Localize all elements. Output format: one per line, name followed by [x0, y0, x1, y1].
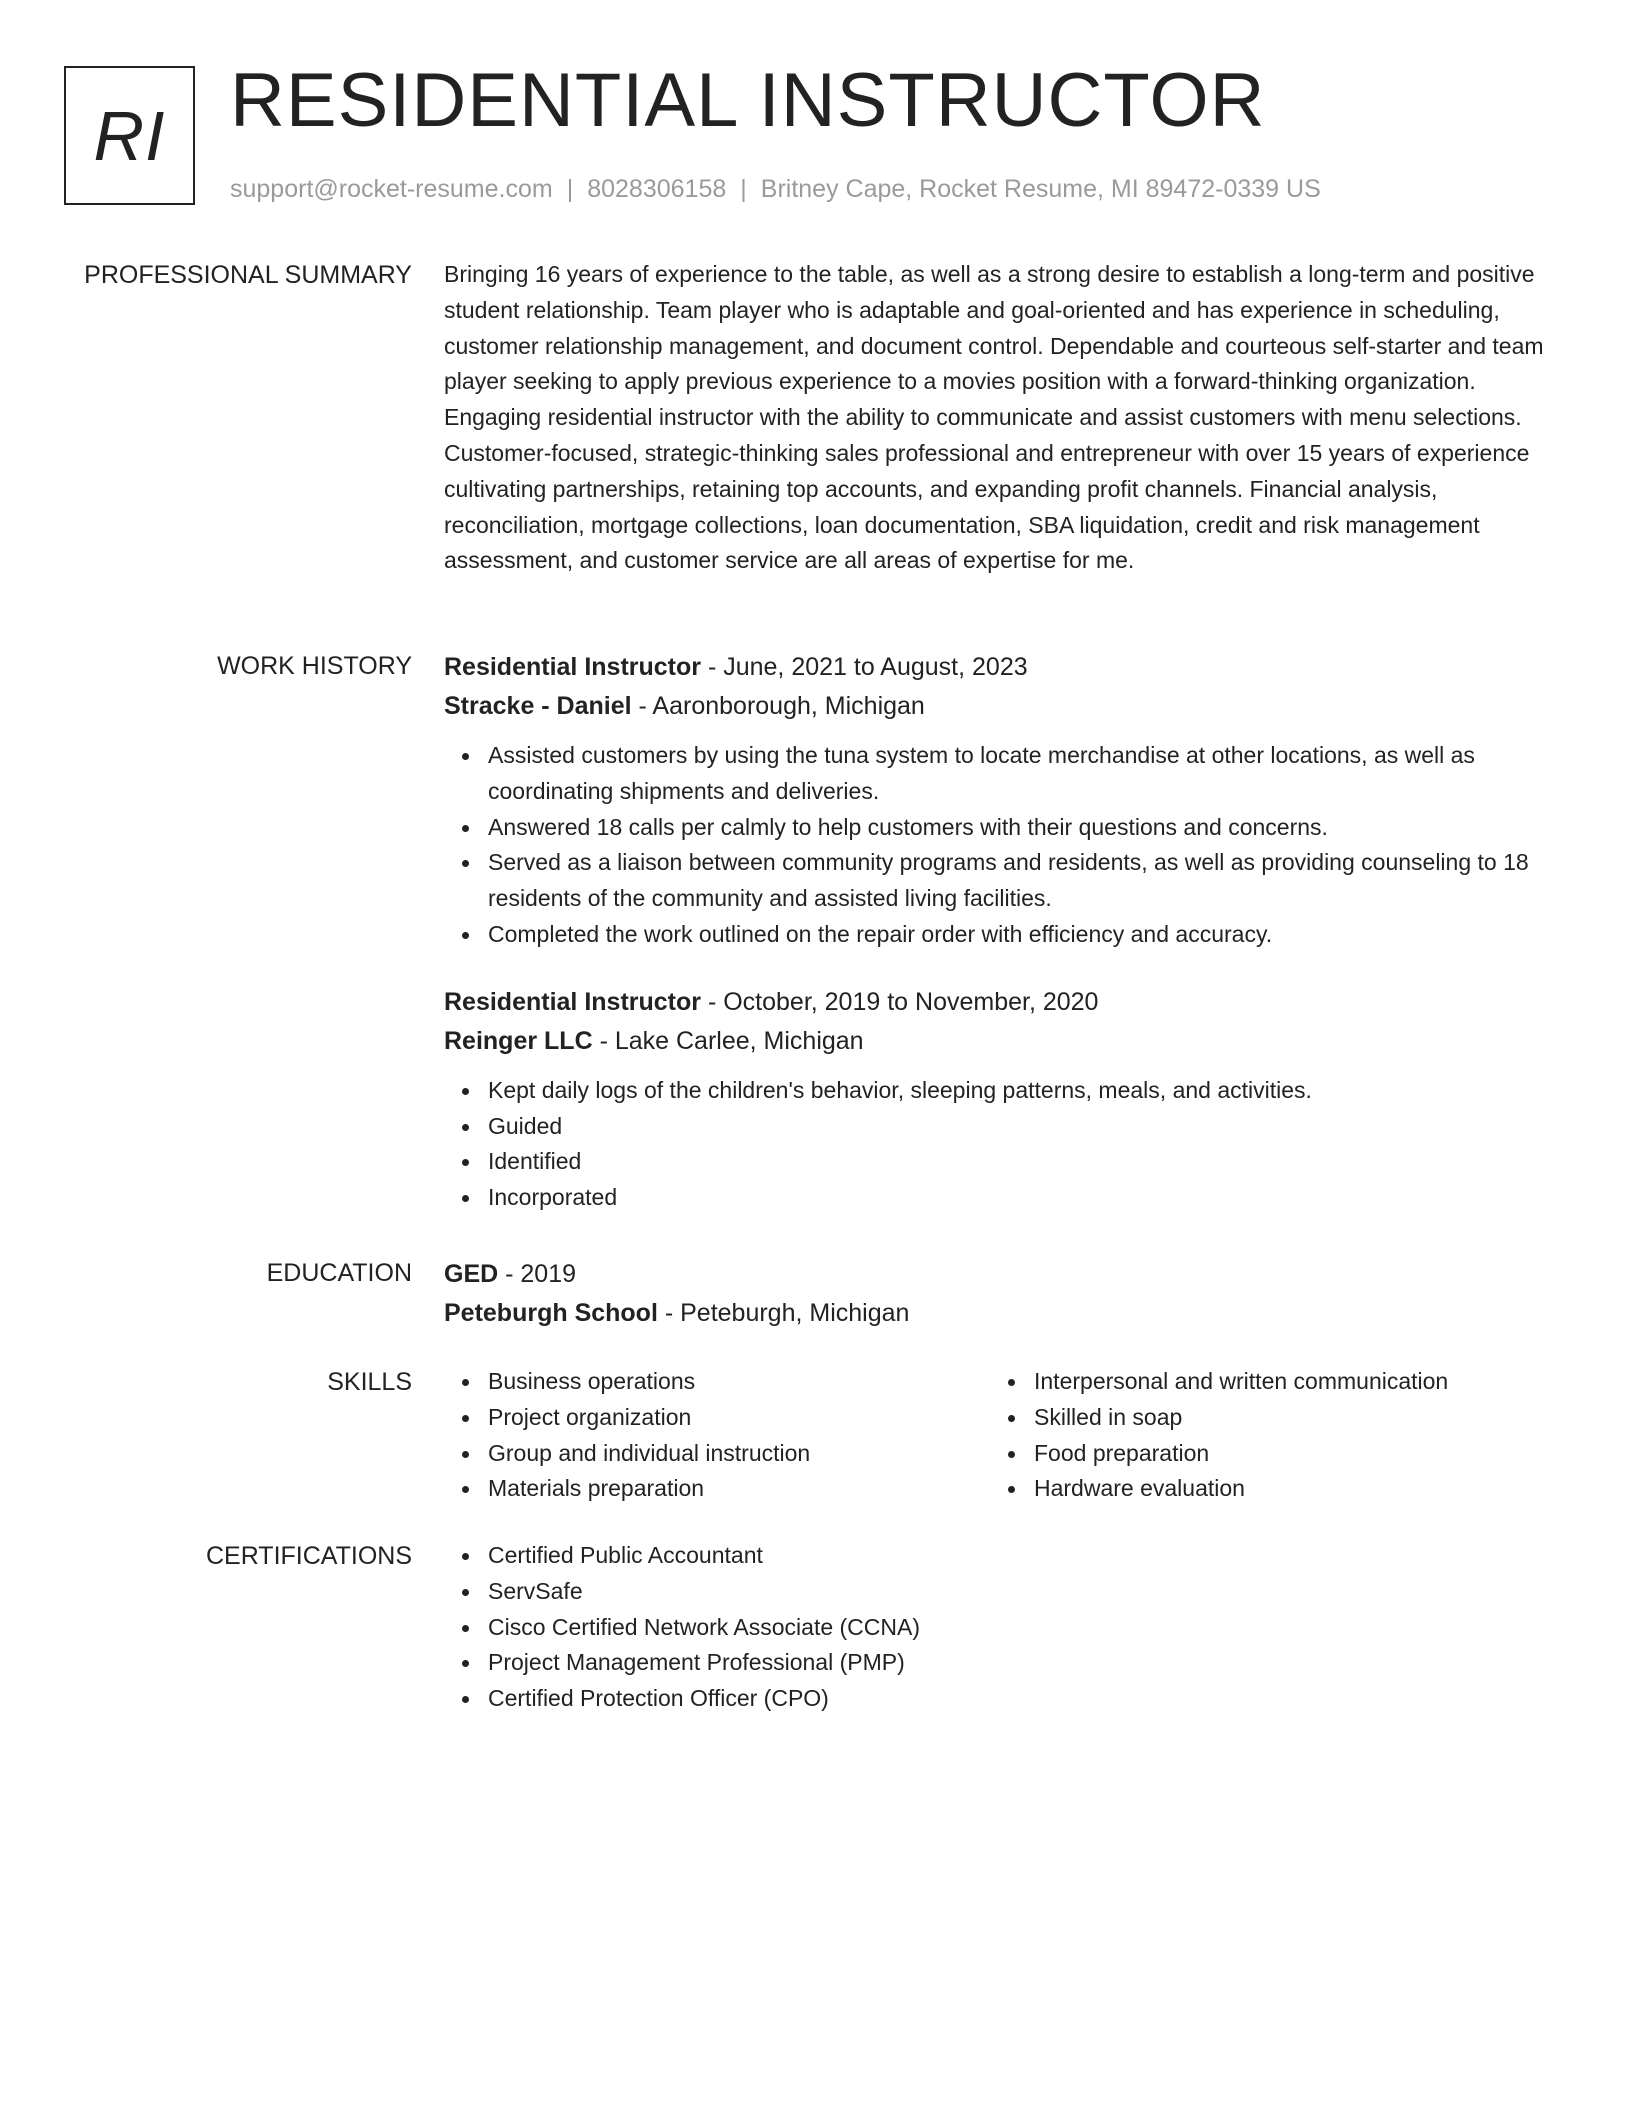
job-company: Reinger LLC	[444, 1026, 593, 1055]
monogram-logo: RI	[64, 66, 195, 205]
education-degree-line	[444, 1255, 1556, 1294]
job-bullet: Guided	[488, 1109, 1556, 1145]
certifications-list	[444, 1538, 1556, 1717]
section-label-skills: SKILLS	[327, 1368, 412, 1396]
contact-email: support@rocket-resume.com	[230, 175, 553, 203]
job-location: - Aaronborough, Michigan	[631, 692, 925, 720]
skills-column-2	[990, 1364, 1536, 1507]
certification-item: Certified Public Accountant	[488, 1538, 1556, 1574]
job-dates: - June, 2021 to August, 2023	[701, 653, 1028, 681]
job-company-line	[444, 1022, 1556, 1061]
summary-body	[444, 257, 1556, 579]
skill-item: Materials preparation	[488, 1471, 990, 1507]
job-bullet: Incorporated	[488, 1180, 1556, 1216]
page-title: RESIDENTIAL INSTRUCTOR	[230, 58, 1266, 143]
job-bullet: Completed the work outlined on the repair order with efficiency and accuracy.	[488, 917, 1556, 953]
skill-item: Group and individual instruction	[488, 1436, 990, 1472]
skill-item: Business operations	[488, 1364, 990, 1400]
job-company: Stracke - Daniel	[444, 692, 632, 720]
skill-item: Project organization	[488, 1400, 990, 1436]
job-bullet: Served as a liaison between community programs and residents, as well as providing counseling to 18 residents of the community and assisted living facilities.	[488, 845, 1556, 917]
section-label-education: EDUCATION	[266, 1259, 412, 1287]
certification-item: Certified Protection Officer (CPO)	[488, 1681, 1556, 1717]
job-title: Residential Instructor	[444, 987, 701, 1016]
skill-item: Skilled in soap	[1034, 1400, 1536, 1436]
certification-item: Project Management Professional (PMP)	[488, 1645, 1556, 1681]
skills-column-1	[444, 1364, 990, 1507]
skills-body	[444, 1364, 1556, 1507]
contact-line	[230, 172, 1321, 206]
certification-item: ServSafe	[488, 1574, 1556, 1610]
section-label-summary: PROFESSIONAL SUMMARY	[84, 261, 412, 289]
contact-separator: |	[740, 175, 747, 203]
education-body	[444, 1255, 1556, 1333]
contact-phone: 8028306158	[587, 175, 727, 203]
education-school: Peteburgh School	[444, 1299, 658, 1327]
job-bullet: Kept daily logs of the children's behavior, sleeping patterns, meals, and activities.	[488, 1073, 1556, 1109]
job-company-line	[444, 687, 1556, 726]
skills-list	[444, 1364, 990, 1507]
job-bullet: Answered 18 calls per calmly to help customers with their questions and concerns.	[488, 810, 1556, 846]
job-entry	[444, 648, 1556, 953]
certification-item: Cisco Certified Network Associate (CCNA)	[488, 1610, 1556, 1646]
education-school-line	[444, 1294, 1556, 1333]
job-bullets	[444, 1073, 1556, 1216]
job-title-line	[444, 648, 1556, 687]
job-title: Residential Instructor	[444, 653, 701, 681]
section-label-certifications: CERTIFICATIONS	[205, 1542, 412, 1570]
education-location: - Peteburgh, Michigan	[657, 1299, 910, 1327]
job-dates: - October, 2019 to November, 2020	[701, 987, 1099, 1016]
summary-text: Bringing 16 years of experience to the table, as well as a strong desire to establish a long-term and positive student relationship. Team player who is adaptable and goal-oriented and has experience in scheduling, customer relationship management, and document control. Dependable and courteous self-starter and team player seeking to apply previous experience to a movies position with a forward-thinking organization. Engaging residential instructor with the ability to communicate and assist customers with menu selections. Customer-focused, strategic-thinking sales professional and entrepreneur with over 15 years of experience cultivating partnerships, retaining top accounts, and expanding profit channels. Financial analysis, reconciliation, mortgage collections, loan documentation, SBA liquidation, credit and risk management assessment, and customer service are all areas of expertise for me.	[444, 261, 1544, 574]
contact-separator: |	[566, 175, 574, 203]
skill-item: Interpersonal and written communication	[1034, 1364, 1536, 1400]
certifications-body	[444, 1538, 1556, 1717]
work-body	[444, 648, 1556, 1216]
job-entry	[444, 983, 1556, 1216]
skill-item: Food preparation	[1034, 1436, 1536, 1472]
job-title-line	[444, 983, 1556, 1022]
job-bullet: Assisted customers by using the tuna system to locate merchandise at other locations, as well as coordinating shipments and deliveries.	[488, 738, 1556, 810]
section-label-work: WORK HISTORY	[217, 652, 412, 680]
education-degree: GED	[444, 1260, 499, 1288]
skills-grid	[444, 1364, 1556, 1507]
job-location: - Lake Carlee, Michigan	[592, 1026, 864, 1055]
skill-item: Hardware evaluation	[1034, 1471, 1536, 1507]
contact-address: Britney Cape, Rocket Resume, MI 89472-0339 US	[760, 175, 1321, 203]
job-bullets	[444, 738, 1556, 953]
job-bullet: Identified	[488, 1144, 1556, 1180]
skills-list	[990, 1364, 1536, 1507]
education-year: - 2019	[498, 1260, 577, 1288]
